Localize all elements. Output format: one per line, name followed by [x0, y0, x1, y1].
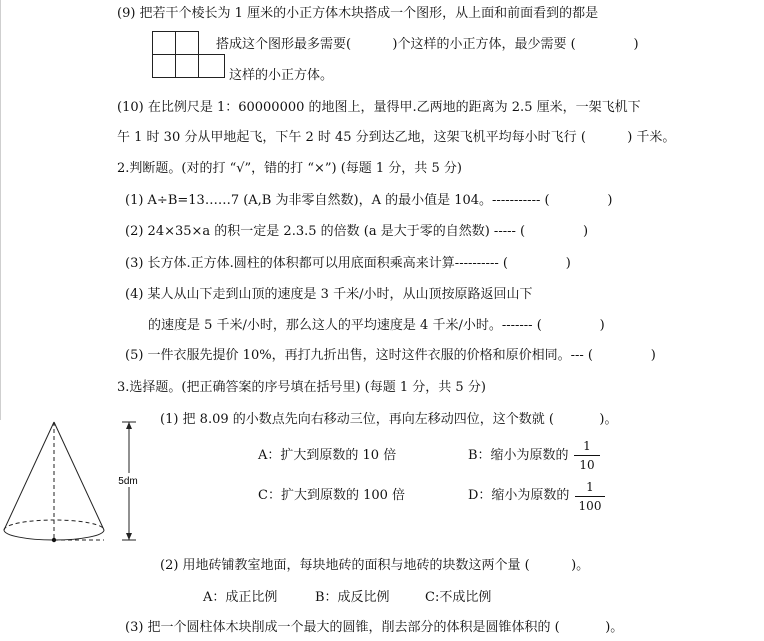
cone-figure	[0, 418, 150, 548]
choice-q2-option-a: A：成正比例	[203, 590, 278, 605]
choice-q1: (1) 把 8.09 的小数点先向右移动三位，再向左移动四位，这个数就 ( )。	[160, 412, 618, 427]
judge-item-1: (1) A÷B=13……7 (A,B 为非零自然数)，A 的最小值是 104。----------- ( )	[125, 193, 613, 208]
choice-q1-option-c: C：扩大到原数的 100 倍	[258, 488, 406, 503]
fraction-denominator: 100	[578, 499, 602, 513]
view-cell	[175, 54, 199, 78]
view-cell	[152, 31, 176, 55]
fraction-denominator: 10	[579, 458, 595, 472]
choice-q2: (2) 用地砖铺教室地面，每块地砖的面积与地砖的块数这两个量 ( )。	[160, 558, 590, 573]
judge-item-2: (2) 24×35×a 的积一定是 2.3.5 的倍数 (a 是大于零的自然数) ----- ( )	[125, 224, 589, 239]
q9-line2: 搭成这个图形最多需要( )个这样的小正方体，最少需要 ( )	[216, 37, 639, 52]
judge-item-4-line1: (4) 某人从山下走到山顶的速度是 3 千米/小时，从山顶按原路返回山下	[125, 287, 533, 302]
choice-q1-option-b: B：缩小为原数的	[468, 448, 569, 463]
fraction-one-hundredth	[575, 480, 605, 513]
choice-q2-option-b: B：成反比例	[315, 590, 390, 605]
view-cell	[152, 54, 176, 78]
fraction-numerator: 1	[583, 439, 591, 453]
fraction-numerator: 1	[586, 480, 594, 494]
choice-q2-option-c: C:不成比例	[425, 590, 492, 605]
q9-line1: (9) 把若干个棱长为 1 厘米的小正方体木块搭成一个图形，从上面和前面看到的都是	[117, 6, 599, 21]
page-left-rule	[0, 0, 1, 420]
cone-height-label: 5dm	[118, 476, 138, 487]
section-3-title: 3.选择题。(把正确答案的序号填在括号里) (每题 1 分，共 5 分)	[117, 380, 486, 395]
section-2-title: 2.判断题。(对的打 “√”，错的打 “×”) (每题 1 分，共 5 分)	[117, 161, 462, 176]
q10-line2: 午 1 时 30 分从甲地起飞，下午 2 时 45 分到达乙地，这架飞机平均每小时飞行 ( ) 千米。	[117, 130, 676, 145]
q9-line3: 这样的小正方体。	[229, 68, 334, 83]
judge-item-5: (5) 一件衣服先提价 10%，再打九折出售，这时这件衣服的价格和原价相同。--- ( )	[125, 348, 656, 363]
judge-item-3: (3) 长方体.正方体.圆柱的体积都可以用底面积乘高来计算---------- ( )	[125, 256, 571, 271]
q10-line1: (10) 在比例尺是 1：60000000 的地图上，量得甲.乙两地的距离为 2.5 厘米，一架飞机下	[117, 100, 641, 115]
choice-q1-option-a: A：扩大到原数的 10 倍	[258, 448, 397, 463]
view-cell	[198, 54, 225, 78]
judge-item-4-line2: 的速度是 5 千米/小时，那么这人的平均速度是 4 千米/小时。------- ( )	[148, 318, 605, 333]
choice-q3: (3) 把一个圆柱体木块削成一个最大的圆锥，削去部分的体积是圆锥体积的 ( )。	[125, 620, 624, 635]
fraction-one-tenth	[574, 439, 600, 472]
view-cell	[175, 31, 199, 55]
choice-q1-option-d: D：缩小为原数的	[468, 488, 570, 503]
